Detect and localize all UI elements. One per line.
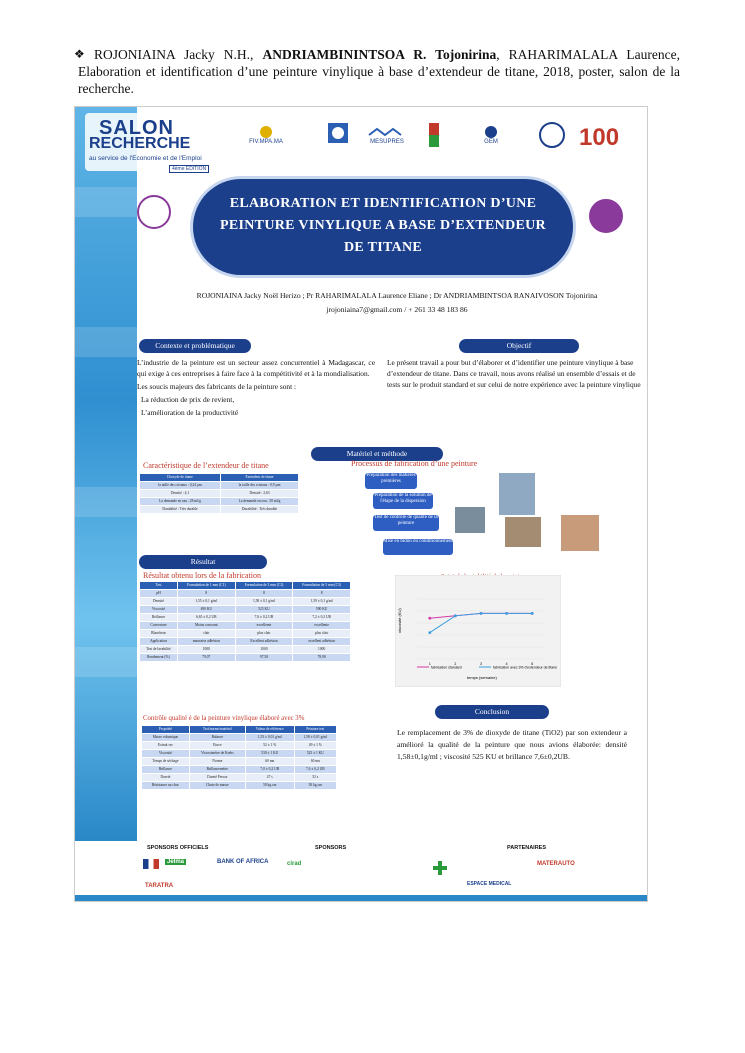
flag-icon (143, 859, 159, 869)
contexte-heading: Contexte et problématique (139, 339, 251, 353)
chart-point (505, 612, 508, 615)
logo-mesupres: MESUPRES (365, 127, 409, 149)
logo-materauto: MATERAUTO (537, 861, 575, 867)
salon-logo: SALON RECHERCHE au service de l'Economie et de l'Emploi 4ème EDITION (85, 113, 235, 171)
authors: ROJONIAINA Jacky Noël Herizo ; Pr RAHARIMALALA Laurence Eliane ; Dr ANDRIAMBINTSOA RANAIVOSON Tojonirina (196, 291, 598, 300)
table1-title: Résultat obtenu lors de la fabrication (143, 571, 261, 580)
methode-heading: Matériel et méthode (311, 447, 443, 461)
logo-fivmpama: FIV.MPA.MA (241, 125, 291, 149)
legend-extendeur: fabrication avec 3% d'extendeur de titane (493, 665, 558, 670)
photo-samples (561, 515, 599, 551)
process-step-2: Préparation de la solution de l'étape de la dispersion (373, 493, 433, 509)
logo-boa: BANK OF AFRICA (217, 859, 269, 865)
logo-seal (421, 121, 441, 151)
sponsors-officiels-heading: SPONSORS OFFICIELS (147, 845, 209, 851)
reference-text-bold: ANDRIAMBININTSOA R. Tojonirina (262, 47, 497, 62)
chart-x-tick: 4 (505, 662, 508, 666)
logo-gem: GEM (471, 125, 511, 147)
chart-x-tick: 1 (428, 662, 431, 666)
reference-text-2: , RAHARIMALALA Laurence, Elaboration et identification d’une peinture vinylique à base d’extendeur de titane, 2018, poster, salon de la recherche. (78, 47, 680, 96)
logo-university (325, 121, 351, 151)
resultat-heading: Résultat (139, 555, 267, 569)
poster-title: ELABORATION ET IDENTIFICATION D’UNE PEINTURE VINYLIQUE A BASE D’EXTENDEUR DE TITANE (220, 196, 546, 255)
bullet-diamond-icon: ❖ (74, 47, 85, 61)
logo-taratra: TARATRA (145, 883, 174, 889)
logo-oit (537, 121, 567, 151)
contexte-text: L’industrie de la peinture est un secteur assez concurrentiel à Madagascar, ce qui exige à ces entreprises à faire face à la compétitivité et à la mondialisation. Les soucis majeurs des fabricants de la peinture sont : La réduction de prix de revient, L’amélioration de la productivité (137, 358, 375, 417)
chart-point (428, 631, 431, 634)
reference-text-1: ROJONIAINA Jacky N.H., (94, 47, 263, 62)
chart-x-tick: 5 (531, 662, 534, 666)
poster-sidebar (75, 107, 137, 841)
process-step-1: Préparation des matières premières (365, 473, 417, 489)
logo-100 (575, 121, 635, 151)
process-step-3: Test de contrôle de qualité de la peinture (373, 515, 439, 531)
chart-xlabel: temps (semaine) (467, 675, 497, 680)
chart-point (480, 612, 483, 615)
chart-point (531, 612, 534, 615)
logo-jelma: Jelma (167, 859, 185, 865)
legend-standard: fabrication standard (431, 665, 462, 670)
pharmacy-cross-icon (433, 861, 447, 875)
chart-point (428, 617, 431, 620)
poster-bottom-bar (75, 895, 647, 901)
photo-lab (455, 507, 485, 533)
carac-title: Caractéristique de l’extendeur de titane (143, 461, 269, 470)
chart-x-tick: 3 (480, 662, 482, 666)
chart-x-tick: 2 (454, 662, 457, 666)
svg-text:100: 100 (579, 124, 620, 151)
result-table: Test Formulation de 1 mm (C1) Formulation de 3 mm (C2) Formulation de 5 mm (C3) pH 8 8 8 Densité 1,55 ± 0,1 g/ml 1,58 ± 0,1 g/ml 1,59 ± 0,1 g/ml Viscosité 490 KU 525 KU 590 KU Brillance 6,65 ± 0,2 UB 7,6 ± 0,2 UB 7,2 ± 0,2 UB Couverture Moins couvrant excellente excellente Blancheur clair plus clair plus clair Application mauvaise adhésion Excellent adhésion excellent adhésion Test de lavabilité 1000 1000 1000 Rendement (%) 79,07 97,58 78,90 (139, 581, 351, 662)
logo-cirad: cirad (287, 861, 302, 867)
title-banner (193, 179, 573, 275)
table2-title: Contrôle qualité é de la peinture vinylique élaboré avec 3% (143, 715, 305, 722)
chart-point (454, 614, 457, 617)
conclusion-text: Le remplacement de 3% de dioxyde de titane (TiO2) par son extendeur a amélioré la qualité de la peinture que nous avions élaborée: densité 1,58±0,1g/ml ; viscosité 525 KU et brillance 7,6±0,2UB. (397, 728, 627, 761)
reference-paragraph (74, 46, 680, 97)
photo-mixer (499, 473, 535, 515)
process-title: Processus de fabrication d’une peinture (351, 459, 478, 468)
logo-right-round (589, 199, 623, 233)
sponsors-area (137, 841, 647, 901)
partenaires-heading: PARTENAIRES (507, 845, 547, 851)
sponsors-heading: SPONSORS (315, 845, 347, 851)
logo-left-round (137, 195, 171, 229)
logo-espace-medical: ESPACE MEDICAL (467, 881, 512, 887)
photo-viscometer (505, 517, 541, 547)
process-step-4: Mise en bidon ou conditionnement (383, 539, 453, 555)
objectif-heading: Objectif (459, 339, 579, 353)
poster (74, 106, 648, 902)
stability-chart (395, 575, 561, 687)
carac-table: Dioxyde de titane Extendeur de titane la taille des cristaux : 0,24 µm la taille des cristaux : 0,9 µm Densité : 4,1 Densité : 2,63 La demande en eau : 28 ml/g La demande en eau : 30 ml/g Durabilité : Très durable Durabilité : Très durable (139, 473, 299, 514)
objectif-text: Le présent travail a pour but d’élaborer et d’identifier une peinture vinylique à base d’extendeur de titane. Dans ce travail, nous avons réalisé un ensemble d’essais et de tests sur le produit standard et sur celui de notre expérience avec la peinture vinylique (387, 358, 641, 389)
chart-ylabel: viscosité (KU) (397, 608, 402, 633)
quality-table: Propriété Test/norme/matériel Valeur de référence Peinture test Masse volumique Balance 1,55 ± 0,01 g/ml 1,58 ± 0,01 g/ml Extrait sec Etuve 52 ± 1 % 49 ± 1 % Viscosité Viscosimètre de Krebs 530 ± 1 KU 525 ± 1 KU Temps de séchage Norme 60 mn 60 mn Brillance Brillancemètre 7,0 ± 0,2 UB 7,6 ± 0,2 UB Dureté Dureté Persoz 47 s 52 s Résistance au choc Chute de masse 50 kg.cm 50 kg.cm (141, 725, 337, 790)
contact-email: jrojoniaina7@gmail.com / + 261 33 48 183 86 (326, 305, 468, 314)
conclusion-heading: Conclusion (435, 705, 549, 719)
